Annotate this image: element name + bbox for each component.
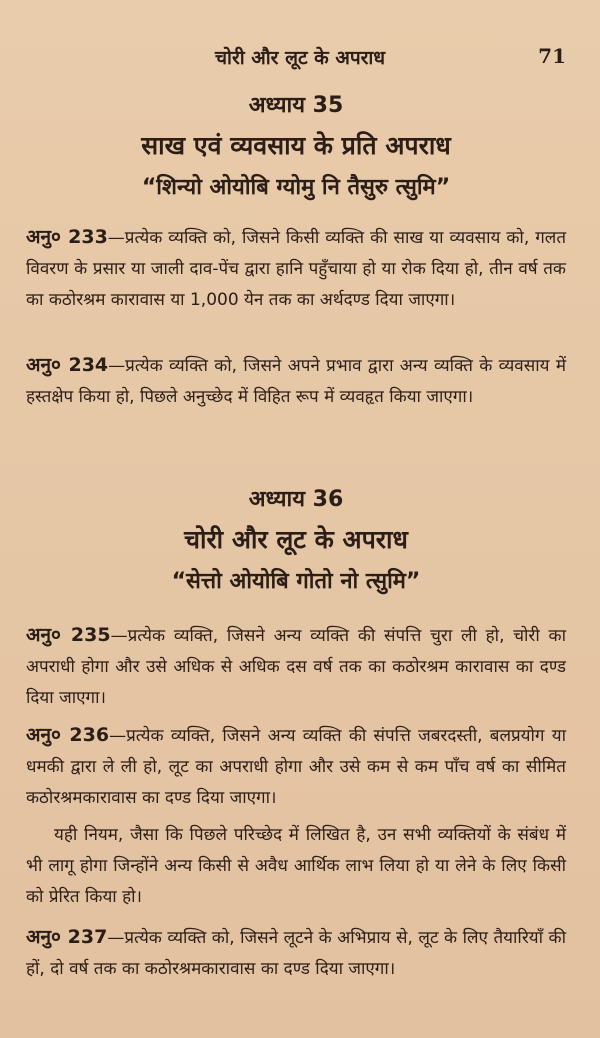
article-number: अनु० 235 [26,624,111,646]
article-237 [26,922,566,985]
running-head [0,44,600,72]
article-number: अनु० 234 [26,354,109,376]
chapter-label: अध्याय 36 [248,487,344,512]
chapter-title: साख एवं व्यवसाय के प्रति अपराध [141,131,451,160]
chapter-title: चोरी और लूट के अपराध [184,525,408,554]
article-text: —प्रत्येक व्यक्ति को, जिसने किसी व्यक्ति की साख या व्यवसाय को, गलत विवरण के प्रसार या जाली दाव-पेंच द्वारा हानि पहुँचाया हो या रोक दिया हो, तीन वर्ष तक का कठोरश्रम कारावास या 1,000 येन तक का अर्थदण्ड दिया जाएगा। [26,228,567,310]
article-text: —प्रत्येक व्यक्ति को, जिसने लूटने के अभिप्राय से, लूट के लिए तैयारियाँ की हों, दो वर्ष तक का कठोरश्रमकारावास का दण्ड दिया जाएगा। [26,928,567,979]
article-text: यही नियम, जैसा कि पिछले परिच्छेद में लिखित है, उन सभी व्यक्तियों के संबंध में भी लागू होगा जिन्होंने अन्य किसी से अवैध आर्थिक लाभ लिया हो या लेने के लिए किसी को प्रेरित किया हो। [26,825,566,907]
article-text: —प्रत्येक व्यक्ति, जिसने अन्य व्यक्ति की संपत्ति जबरदस्ती, बलप्रयोग या धमकी द्वारा ले ली हो, लूट का अपराधी होगा और उसे कम से कम पाँच वर्ष का सीमित कठोरश्रमकारावास का दण्ड दिया जाएगा। [26,726,567,808]
chapter-subtitle: “सेत्तो ओयोबि गोतो नो त्सुमि” [171,569,421,594]
chapter-36-heading [26,486,566,596]
article-233 [26,222,566,316]
chapter-35-heading [26,92,566,202]
chapter-label: अध्याय 35 [248,93,344,118]
article-number: अनु० 237 [26,926,108,948]
chapter-subtitle: “शिन्यो ओयोबि ग्योमु नि तैसुरु त्सुमि” [141,175,451,200]
article-234 [26,350,566,413]
page-number: 71 [538,44,566,68]
article-number: अनु० 236 [26,724,110,746]
article-number: अनु० 233 [26,226,108,248]
article-text: —प्रत्येक व्यक्ति, जिसने अन्य व्यक्ति की संपत्ति चुरा ली हो, चोरी का अपराधी होगा और उसे अधिक से अधिक दस वर्ष तक का कठोरश्रम कारावास का दण्ड दिया जाएगा। [26,626,567,708]
article-235 [26,620,566,714]
article-236-clause-2 [26,820,566,913]
article-236 [26,720,566,814]
article-text: —प्रत्येक व्यक्ति को, जिसने अपने प्रभाव द्वारा अन्य व्यक्ति के व्यवसाय में हस्तक्षेप किया हो, पिछले अनुच्छेद में विहित रूप में व्यवहृत किया जाएगा। [26,356,566,407]
running-title: चोरी और लूट के अपराध [214,47,386,69]
